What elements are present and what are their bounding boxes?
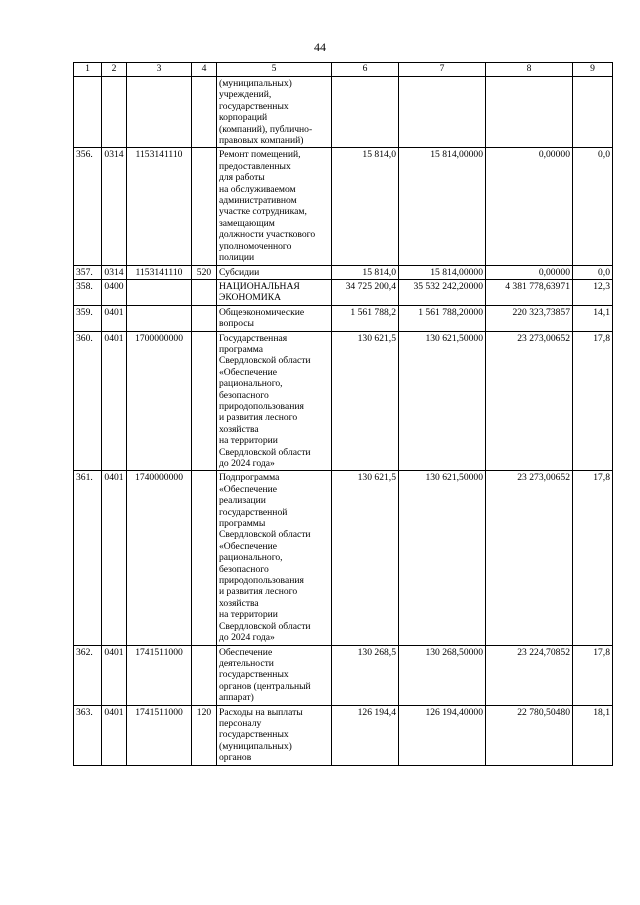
item-name-line: и развития лесного [219,586,298,598]
item-name-line: государственных [219,729,289,741]
adjusted-amount-cell [399,77,486,148]
adjusted-amount-cell: 130 268,50000 [399,645,486,705]
percent-cell: 17,8 [573,645,613,705]
table-row [74,645,613,705]
item-name-line: Ремонт помещений, [219,149,301,161]
table-row [74,77,613,148]
section-code-cell: 0401 [102,645,127,705]
item-name-line: участке сотрудникам, [219,206,307,218]
item-name-line: Свердловской области [219,620,311,632]
row-number-cell: 357. [74,265,102,279]
table-row [74,305,613,331]
approved-amount-cell: 126 194,4 [332,705,399,765]
executed-amount-cell: 220 323,73857 [486,305,573,331]
percent-cell: 12,3 [573,279,613,305]
executed-amount-cell: 0,00000 [486,148,573,265]
target-article-cell: 1153141110 [127,148,192,265]
row-number-cell: 356. [74,148,102,265]
item-name-cell [217,331,332,471]
percent-cell: 0,0 [573,265,613,279]
item-name-line: полиции [219,252,255,264]
header-col-7: 7 [399,63,486,77]
adjusted-amount-cell: 15 814,00000 [399,148,486,265]
expense-kind-cell [192,645,217,705]
section-code-cell: 0401 [102,331,127,471]
item-name-line: на территории [219,435,278,447]
table-row [74,148,613,265]
item-name-line: вопросы [219,318,254,330]
table-body [74,77,613,766]
header-col-1: 1 [74,63,102,77]
item-name-line: Обеспечение [219,646,273,658]
item-name-cell [217,77,332,148]
section-code-cell: 0401 [102,471,127,645]
executed-amount-cell: 22 780,50480 [486,705,573,765]
page-number: 44 [314,40,326,54]
expense-kind-cell: 520 [192,265,217,279]
target-article-cell: 1741511000 [127,645,192,705]
percent-cell: 17,8 [573,331,613,471]
item-name-line: замещающим [219,217,275,229]
item-name-line: и развития лесного [219,412,298,424]
item-name-line: программы [219,518,266,530]
item-name-line: безопасного [219,563,269,575]
item-name-line: административном [219,195,297,207]
percent-cell: 17,8 [573,471,613,645]
header-col-4: 4 [192,63,217,77]
section-code-cell: 0400 [102,279,127,305]
percent-cell: 14,1 [573,305,613,331]
item-name-line: деятельности [219,657,274,669]
header-col-3: 3 [127,63,192,77]
adjusted-amount-cell: 15 814,00000 [399,265,486,279]
target-article-cell: 1741511000 [127,705,192,765]
percent-cell: 0,0 [573,148,613,265]
section-code-cell: 0314 [102,148,127,265]
item-name-line: персоналу [219,717,262,729]
target-article-cell: 1700000000 [127,331,192,471]
approved-amount-cell: 130 621,5 [332,331,399,471]
item-name-line: природопользования [219,575,304,587]
item-name-line: до 2024 года» [219,632,275,644]
item-name-cell [217,471,332,645]
budget-table [73,62,613,766]
executed-amount-cell: 4 381 778,63971 [486,279,573,305]
item-name-line: программа [219,343,264,355]
item-name-line: (муниципальных) [219,740,292,752]
expense-kind-cell [192,77,217,148]
executed-amount-cell: 0,00000 [486,265,573,279]
row-number-cell: 359. [74,305,102,331]
item-name-line: предоставленных [219,160,291,172]
adjusted-amount-cell: 35 532 242,20000 [399,279,486,305]
target-article-cell [127,279,192,305]
approved-amount-cell: 130 268,5 [332,645,399,705]
target-article-cell: 1740000000 [127,471,192,645]
item-name-cell [217,645,332,705]
row-number-cell: 358. [74,279,102,305]
target-article-cell [127,305,192,331]
executed-amount-cell: 23 273,00652 [486,331,573,471]
header-col-6: 6 [332,63,399,77]
item-name-line: рационального, [219,378,283,390]
adjusted-amount-cell: 130 621,50000 [399,471,486,645]
approved-amount-cell: 15 814,0 [332,265,399,279]
item-name-line: хозяйства [219,423,259,435]
row-number-cell: 362. [74,645,102,705]
item-name-line: ЭКОНОМИКА [219,292,282,304]
item-name-line: правовых компаний) [219,135,304,147]
item-name-line: Свердловской области [219,529,311,541]
item-name-line: государственных [219,100,289,112]
item-name-line: органов (центральный [219,680,311,692]
item-name-line: аппарат) [219,692,254,704]
table-header-row [74,63,613,77]
expense-kind-cell [192,279,217,305]
item-name-line: безопасного [219,389,269,401]
item-name-line: должности участкового [219,229,316,241]
executed-amount-cell [486,77,573,148]
item-name-line: на обслуживаемом [219,183,296,195]
item-name-cell [217,148,332,265]
item-name-line: Государственная [219,332,288,344]
row-number-cell [74,77,102,148]
expense-kind-cell [192,148,217,265]
approved-amount-cell: 34 725 200,4 [332,279,399,305]
item-name-line: Свердловской области [219,355,311,367]
section-code-cell: 0401 [102,305,127,331]
table-row [74,705,613,765]
item-name-line: органов [219,752,252,764]
row-number-cell: 363. [74,705,102,765]
approved-amount-cell: 1 561 788,2 [332,305,399,331]
item-name-line: НАЦИОНАЛЬНАЯ [219,280,300,292]
table-row [74,471,613,645]
target-article-cell: 1153141110 [127,265,192,279]
header-col-8: 8 [486,63,573,77]
expense-kind-cell [192,471,217,645]
adjusted-amount-cell: 126 194,40000 [399,705,486,765]
item-name-cell [217,265,332,279]
executed-amount-cell: 23 273,00652 [486,471,573,645]
header-col-2: 2 [102,63,127,77]
header-col-9: 9 [573,63,613,77]
table-row [74,265,613,279]
target-article-cell [127,77,192,148]
item-name-line: (компаний), публично- [219,123,313,135]
approved-amount-cell [332,77,399,148]
item-name-line: рационального, [219,552,283,564]
item-name-line: на территории [219,609,278,621]
item-name-line: «Обеспечение [219,540,277,552]
percent-cell: 18,1 [573,705,613,765]
item-name-line: Свердловской области [219,446,311,458]
item-name-line: природопользования [219,400,304,412]
item-name-line: Подпрограмма [219,472,280,484]
header-col-5: 5 [217,63,332,77]
item-name-line: Общеэкономические [219,306,305,318]
percent-cell [573,77,613,148]
executed-amount-cell: 23 224,70852 [486,645,573,705]
row-number-cell: 361. [74,471,102,645]
item-name-line: государственных [219,669,289,681]
row-number-cell: 360. [74,331,102,471]
item-name-line: реализации [219,495,266,507]
adjusted-amount-cell: 1 561 788,20000 [399,305,486,331]
item-name-cell [217,705,332,765]
item-name-line: государственной [219,506,288,518]
item-name-line: хозяйства [219,597,259,609]
item-name-line: уполномоченного [219,240,292,252]
expense-kind-cell [192,305,217,331]
expense-kind-cell [192,331,217,471]
item-name-line: до 2024 года» [219,458,275,469]
item-name-line: Расходы на выплаты [219,706,303,718]
section-code-cell: 0314 [102,265,127,279]
item-name-line: (муниципальных) [219,78,292,89]
item-name-cell [217,305,332,331]
approved-amount-cell: 15 814,0 [332,148,399,265]
adjusted-amount-cell: 130 621,50000 [399,331,486,471]
table-row [74,279,613,305]
item-name-line: «Обеспечение [219,366,277,378]
expense-kind-cell: 120 [192,705,217,765]
section-code-cell [102,77,127,148]
table-row [74,331,613,471]
item-name-line: «Обеспечение [219,483,277,495]
item-name-line: для работы [219,172,265,184]
item-name-line: учреждений, [219,89,272,101]
item-name-cell [217,279,332,305]
item-name-line: Субсидии [219,266,260,278]
item-name-line: корпораций [219,112,268,124]
section-code-cell: 0401 [102,705,127,765]
approved-amount-cell: 130 621,5 [332,471,399,645]
